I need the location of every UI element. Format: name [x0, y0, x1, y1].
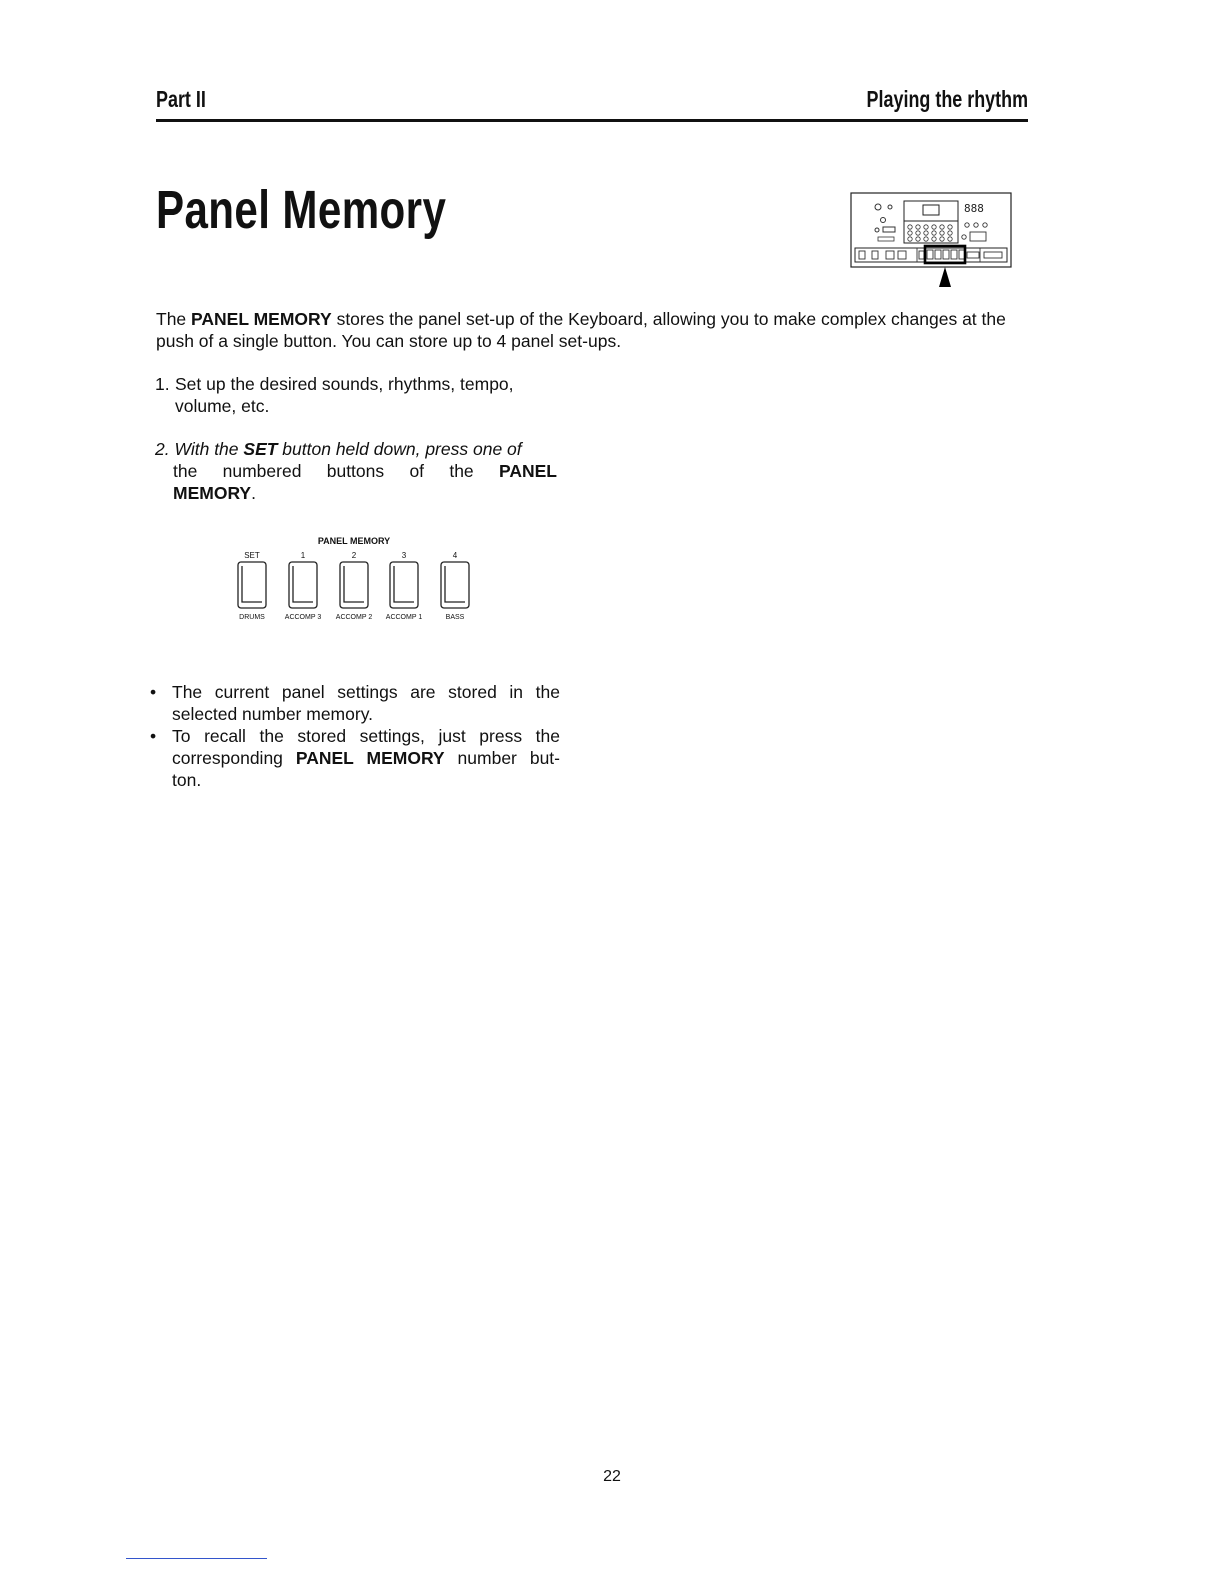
diagram-label-2: 2: [351, 551, 357, 560]
locator-display-digits: 888: [964, 202, 984, 215]
diagram-heading: PANEL MEMORY: [317, 536, 391, 546]
diagram-label-3: 3: [401, 551, 407, 560]
page-number: 22: [603, 1468, 621, 1485]
list-item: • To recall the stored settings, just press the corresponding PANEL MEMORY number but- ton.: [150, 726, 560, 790]
diagram-label-1: 1: [300, 551, 306, 560]
diagram-bottom-accomp2: ACCOMP 2: [335, 614, 373, 621]
panel-memory-buttons-diagram: [230, 532, 480, 628]
step-1: 1. Set up the desired sounds, rhythms, tempo, volume, etc.: [155, 374, 514, 416]
diagram-bottom-accomp3: ACCOMP 3: [284, 614, 322, 621]
list-item: • The current panel settings are stored in the selected number memory.: [150, 682, 560, 724]
step-2-keyword-memory: MEMORY: [173, 483, 252, 503]
notes-list: [150, 681, 560, 791]
bullet-keyword-panel-memory: PANEL MEMORY: [295, 748, 445, 768]
header-part-label: Part II: [156, 86, 206, 112]
page-title: Panel Memory: [156, 180, 447, 240]
diagram-bottom-bass: BASS: [445, 614, 465, 621]
intro-paragraph: The PANEL MEMORY stores the panel set-up of the Keyboard, allowing you to make complex changes at the push of a single button. You can store up to 4 panel set-ups.: [156, 309, 1006, 351]
panel-locator-diagram: [850, 192, 1012, 288]
header-section-label: Playing the rhythm: [866, 86, 1028, 112]
intro-keyword-panel-memory: PANEL MEMORY: [191, 309, 332, 329]
memory-button-1-shape: [289, 562, 317, 608]
diagram-label-4: 4: [452, 551, 458, 560]
memory-button-4-shape: [441, 562, 469, 608]
diagram-bottom-accomp1: ACCOMP 1: [385, 614, 423, 621]
step-2-keyword-panel: PANEL: [498, 461, 557, 481]
footer-rule: [126, 1558, 267, 1559]
memory-button-2-shape: [340, 562, 368, 608]
set-button-shape: [238, 562, 266, 608]
diagram-label-set: SET: [244, 551, 260, 560]
step-2-keyword-set: SET: [243, 439, 278, 459]
memory-button-3-shape: [390, 562, 418, 608]
step-2: 2. With the SET button held down, press one of the numbered buttons of the PANEL MEMORY.: [155, 439, 557, 503]
diagram-bottom-drums: DRUMS: [239, 614, 265, 621]
header-rule: [156, 119, 1028, 122]
